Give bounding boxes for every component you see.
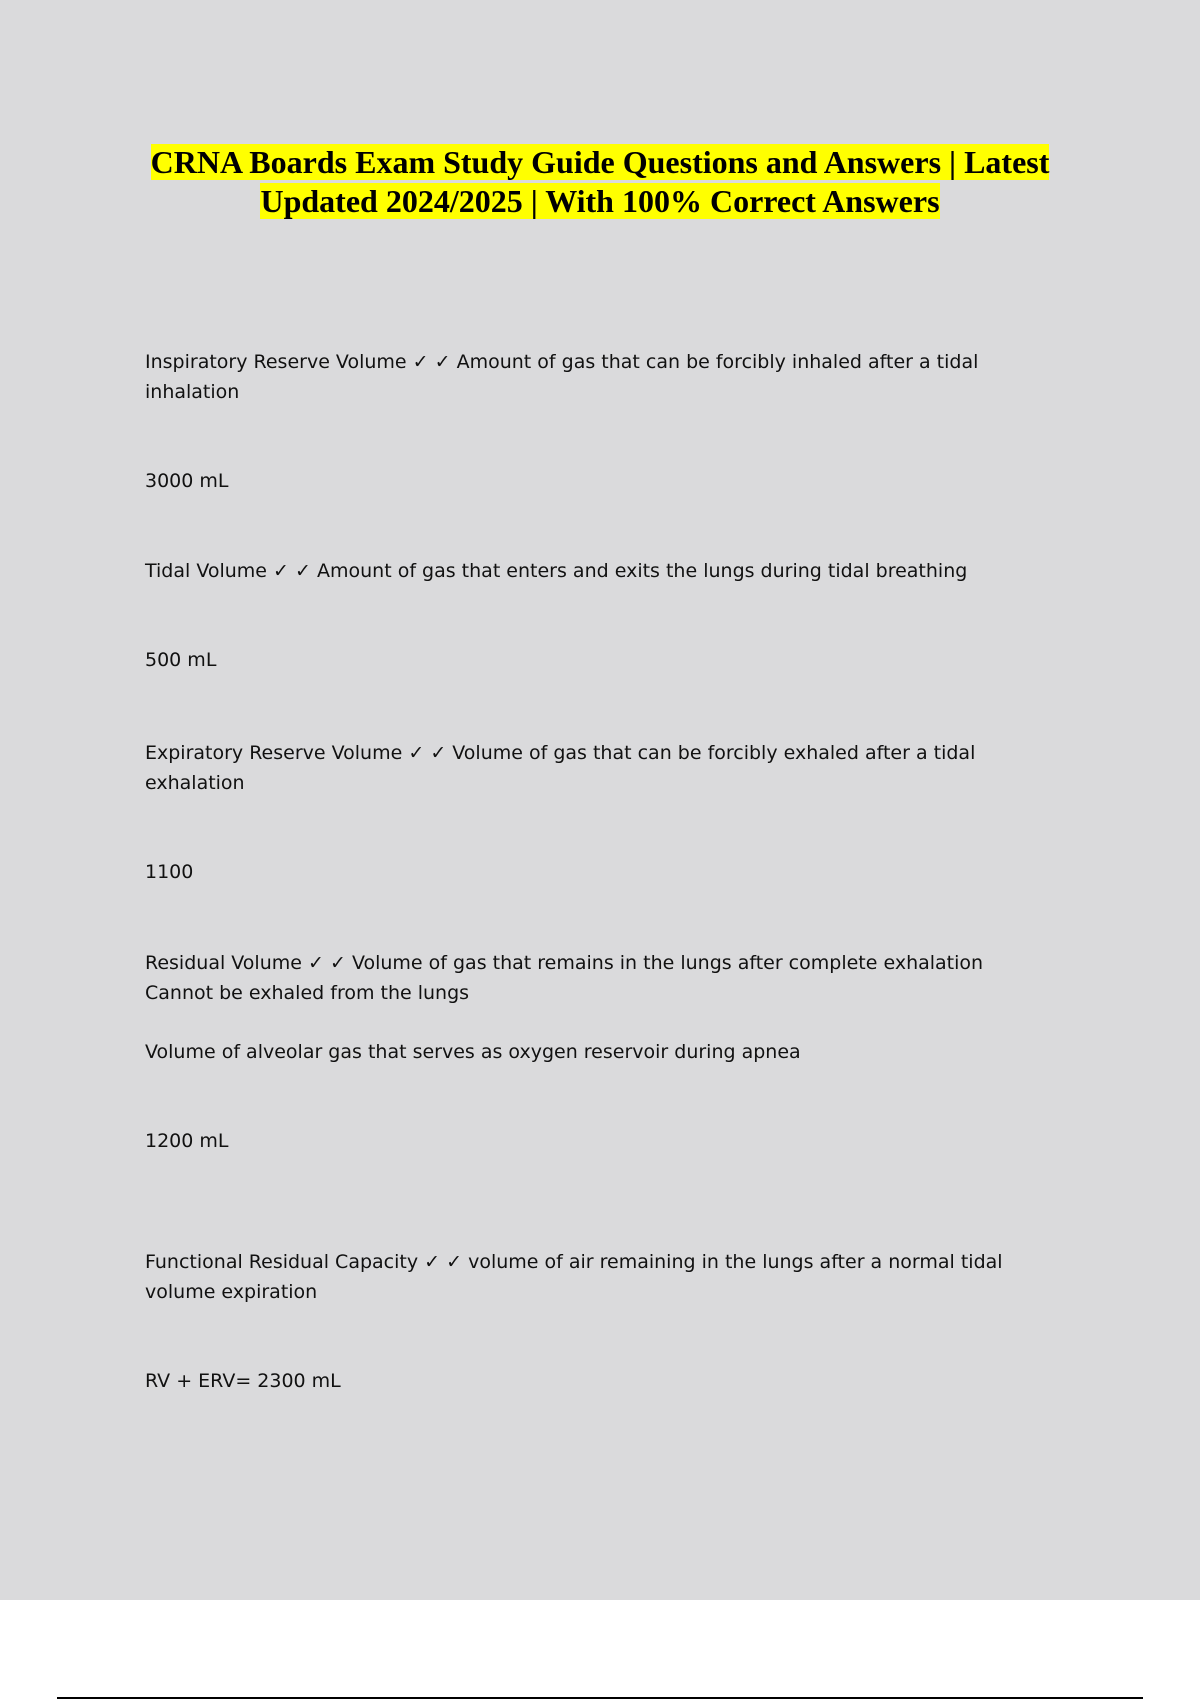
check-icon: ✓: [430, 742, 447, 764]
entry-value: 1100: [145, 861, 194, 883]
check-icon: ✓: [408, 742, 425, 764]
entry-definition-continued: Cannot be exhaled from the lungs: [145, 982, 470, 1004]
check-icon: ✓: [329, 952, 346, 974]
title-line-2: Updated 2024/2025 | With 100% Correct Answers: [260, 183, 940, 219]
title-line-1: CRNA Boards Exam Study Guide Questions and Answers | Latest: [150, 144, 1050, 180]
entry-definition-continued: volume expiration: [145, 1281, 318, 1303]
entry-definition: Volume of gas that remains in the lungs after complete exhalation: [351, 952, 984, 974]
entry-definition-continued: exhalation: [145, 772, 245, 794]
entry-term: Residual Volume: [145, 952, 302, 974]
check-icon: ✓: [424, 1251, 441, 1273]
check-icon: ✓: [273, 560, 289, 582]
entry-definition: Amount of gas that enters and exits the lungs during tidal breathing: [316, 560, 968, 582]
entry-term: Tidal Volume: [145, 560, 267, 582]
entry-term: Functional Residual Capacity: [145, 1251, 419, 1273]
document-title: [100, 143, 1100, 221]
entry-term: Expiratory Reserve Volume: [145, 742, 403, 764]
entry-functional-residual-capacity: [145, 1247, 1003, 1277]
entry-definition: volume of air remaining in the lungs after a normal tidal: [468, 1251, 1003, 1273]
check-icon: ✓: [412, 351, 429, 373]
footer-divider: [57, 1697, 1143, 1699]
entry-value: 500 mL: [145, 649, 217, 671]
entry-residual-volume: [145, 948, 983, 978]
check-icon: ✓: [295, 560, 311, 582]
entry-value: 1200 mL: [145, 1130, 229, 1152]
entry-definition-continued: Volume of alveolar gas that serves as oxygen reservoir during apnea: [145, 1041, 801, 1063]
entry-definition: Volume of gas that can be forcibly exhaled after a tidal: [452, 742, 976, 764]
entry-value: 3000 mL: [145, 470, 229, 492]
entry-tidal-volume: [145, 556, 967, 586]
entry-inspiratory-reserve-volume: [145, 347, 978, 377]
check-icon: ✓: [434, 351, 451, 373]
entry-definition: Amount of gas that can be forcibly inhaled after a tidal: [456, 351, 979, 373]
check-icon: ✓: [308, 952, 324, 974]
entry-value: RV + ERV= 2300 mL: [145, 1370, 341, 1392]
entry-definition-continued: inhalation: [145, 381, 240, 403]
entry-term: Inspiratory Reserve Volume: [145, 351, 407, 373]
check-icon: ✓: [446, 1251, 463, 1273]
entry-expiratory-reserve-volume: [145, 738, 975, 768]
